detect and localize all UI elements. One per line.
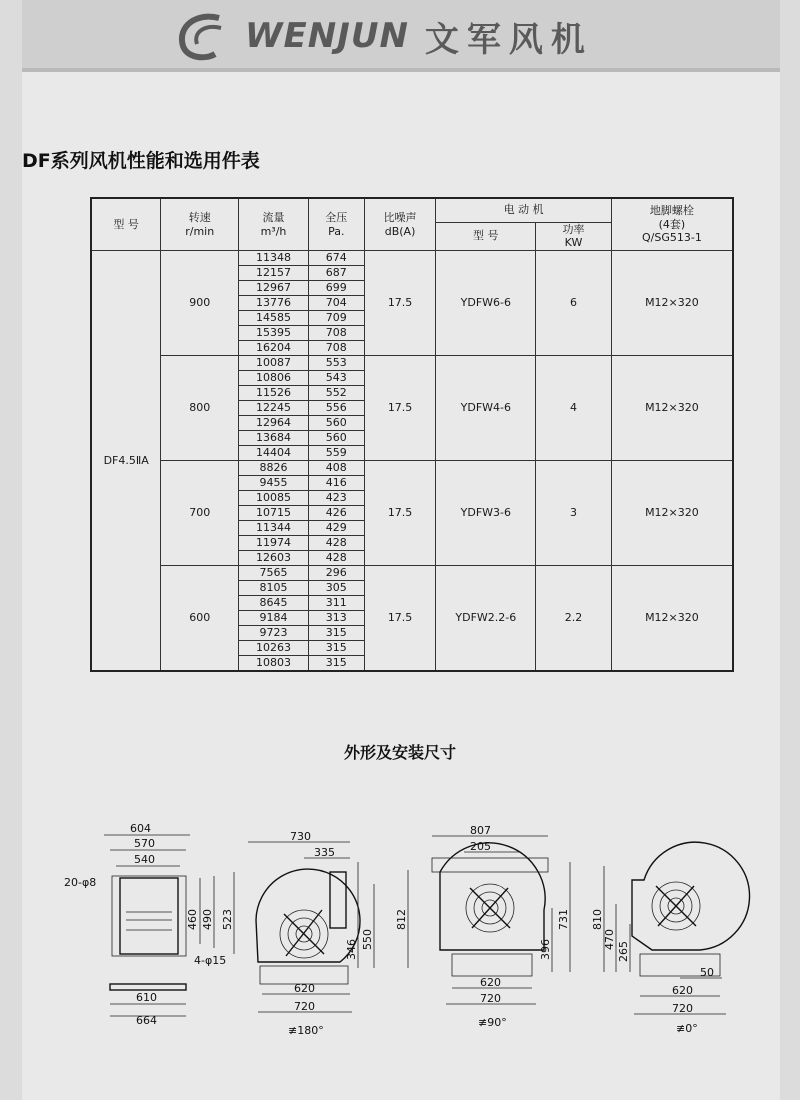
header-speed: 转速 r/min [161, 198, 239, 251]
view-90-drawing [432, 824, 570, 1029]
pressure-cell: 709 [308, 311, 364, 326]
speed-cell: 600 [161, 566, 239, 671]
dim-812: 812 [395, 909, 408, 930]
dim-570: 570 [134, 837, 155, 850]
flow-cell: 12157 [239, 266, 309, 281]
noise-cell: 17.5 [364, 356, 436, 461]
motor-model-cell: YDFW3-6 [436, 461, 536, 566]
dim-720: 720 [294, 1000, 315, 1013]
dim-604: 604 [130, 822, 151, 835]
dim-346: 346 [345, 939, 358, 960]
flow-cell: 7565 [239, 566, 309, 581]
dim-396: 396 [539, 939, 552, 960]
dim-620: 620 [480, 976, 501, 989]
pressure-cell: 708 [308, 326, 364, 341]
view-180-drawing [248, 830, 408, 1037]
flow-cell: 10263 [239, 641, 309, 656]
pressure-cell: 560 [308, 416, 364, 431]
flow-cell: 12967 [239, 281, 309, 296]
angle-180-label: ≢180° [288, 1024, 324, 1037]
holes-label: 20-φ8 [64, 876, 97, 889]
brand-name-cn: 文军风机 [424, 19, 593, 60]
pressure-cell: 305 [308, 581, 364, 596]
bolt-cell: M12×320 [611, 461, 733, 566]
section-title: 外形及安装尺寸 [343, 743, 456, 762]
dim-205: 205 [470, 840, 491, 853]
motor-model-cell: YDFW6-6 [436, 251, 536, 356]
speed-cell: 800 [161, 356, 239, 461]
pressure-cell: 296 [308, 566, 364, 581]
header-motor: 电 动 机 [436, 198, 611, 222]
bolt-cell: M12×320 [611, 251, 733, 356]
dim-490: 490 [201, 909, 214, 930]
dim-810: 810 [591, 909, 604, 930]
flow-cell: 14585 [239, 311, 309, 326]
flow-cell: 14404 [239, 446, 309, 461]
flow-cell: 16204 [239, 341, 309, 356]
dim-720: 720 [480, 992, 501, 1005]
dim-550: 550 [361, 929, 374, 950]
flow-cell: 8826 [239, 461, 309, 476]
power-cell: 4 [536, 356, 612, 461]
brand-name-en: WENJUN [245, 16, 409, 56]
pressure-cell: 428 [308, 536, 364, 551]
power-cell: 2.2 [536, 566, 612, 671]
noise-cell: 17.5 [364, 461, 436, 566]
flow-cell: 8645 [239, 596, 309, 611]
speed-cell: 700 [161, 461, 239, 566]
dim-540: 540 [134, 853, 155, 866]
dim-610: 610 [136, 991, 157, 1004]
motor-model-cell: YDFW4-6 [436, 356, 536, 461]
pressure-cell: 416 [308, 476, 364, 491]
noise-cell: 17.5 [364, 566, 436, 671]
flow-cell: 10806 [239, 371, 309, 386]
pressure-cell: 315 [308, 626, 364, 641]
power-cell: 3 [536, 461, 612, 566]
dim-807: 807 [470, 824, 491, 837]
header-pressure: 全压 Pa. [308, 198, 364, 251]
flow-cell: 12964 [239, 416, 309, 431]
dim-460: 460 [186, 909, 199, 930]
dim-470: 470 [603, 929, 616, 950]
pressure-cell: 708 [308, 341, 364, 356]
pressure-cell: 699 [308, 281, 364, 296]
flow-cell: 12245 [239, 401, 309, 416]
header-power: 功率 KW [536, 222, 612, 251]
dim-620: 620 [672, 984, 693, 997]
pressure-cell: 428 [308, 551, 364, 566]
header-motor-model: 型 号 [436, 222, 536, 251]
pressure-cell: 313 [308, 611, 364, 626]
flow-cell: 9455 [239, 476, 309, 491]
flow-cell: 8105 [239, 581, 309, 596]
pressure-cell: 674 [308, 251, 364, 266]
motor-model-cell: YDFW2.2-6 [436, 566, 536, 671]
feet-holes-label: 4-φ15 [194, 954, 227, 967]
dim-335: 335 [314, 846, 335, 859]
header-flow: 流量 m³/h [239, 198, 309, 251]
angle-90-label: ≢90° [478, 1016, 507, 1029]
flow-cell: 10715 [239, 506, 309, 521]
view-0-drawing [591, 842, 750, 1035]
speed-cell: 900 [161, 251, 239, 356]
flow-cell: 10087 [239, 356, 309, 371]
pressure-cell: 704 [308, 296, 364, 311]
flow-cell: 12603 [239, 551, 309, 566]
flow-cell: 13776 [239, 296, 309, 311]
dim-730: 730 [290, 830, 311, 843]
pressure-cell: 552 [308, 386, 364, 401]
flow-cell: 11526 [239, 386, 309, 401]
pressure-cell: 559 [308, 446, 364, 461]
flow-cell: 11974 [239, 536, 309, 551]
dim-523: 523 [221, 909, 234, 930]
power-cell: 6 [536, 251, 612, 356]
flow-cell: 15395 [239, 326, 309, 341]
pressure-cell: 423 [308, 491, 364, 506]
flow-cell: 11348 [239, 251, 309, 266]
flow-cell: 11344 [239, 521, 309, 536]
flow-cell: 13684 [239, 431, 309, 446]
flow-cell: 9184 [239, 611, 309, 626]
dim-265: 265 [617, 941, 630, 962]
pressure-cell: 426 [308, 506, 364, 521]
pressure-cell: 543 [308, 371, 364, 386]
dim-50: 50 [700, 966, 714, 979]
pressure-cell: 315 [308, 641, 364, 656]
flow-cell: 10085 [239, 491, 309, 506]
pressure-cell: 311 [308, 596, 364, 611]
noise-cell: 17.5 [364, 251, 436, 356]
dim-731: 731 [557, 909, 570, 930]
flow-cell: 10803 [239, 656, 309, 671]
angle-0-label: ≢0° [676, 1022, 698, 1035]
model-cell: DF4.5ⅡA [91, 251, 161, 671]
pressure-cell: 553 [308, 356, 364, 371]
header-bolts: 地脚螺栓 (4套) Q/SG513-1 [611, 198, 733, 251]
dim-664: 664 [136, 1014, 157, 1027]
pressure-cell: 408 [308, 461, 364, 476]
pressure-cell: 556 [308, 401, 364, 416]
bolt-cell: M12×320 [611, 566, 733, 671]
dim-620: 620 [294, 982, 315, 995]
pressure-cell: 560 [308, 431, 364, 446]
table-title: DF系列风机性能和选用件表 [22, 150, 260, 172]
bolt-cell: M12×320 [611, 356, 733, 461]
pressure-cell: 315 [308, 656, 364, 671]
flow-cell: 9723 [239, 626, 309, 641]
header-noise: 比噪声 dB(A) [364, 198, 436, 251]
dim-720: 720 [672, 1002, 693, 1015]
header-model: 型 号 [91, 198, 161, 251]
front-view-drawing [64, 822, 234, 1027]
pressure-cell: 429 [308, 521, 364, 536]
pressure-cell: 687 [308, 266, 364, 281]
